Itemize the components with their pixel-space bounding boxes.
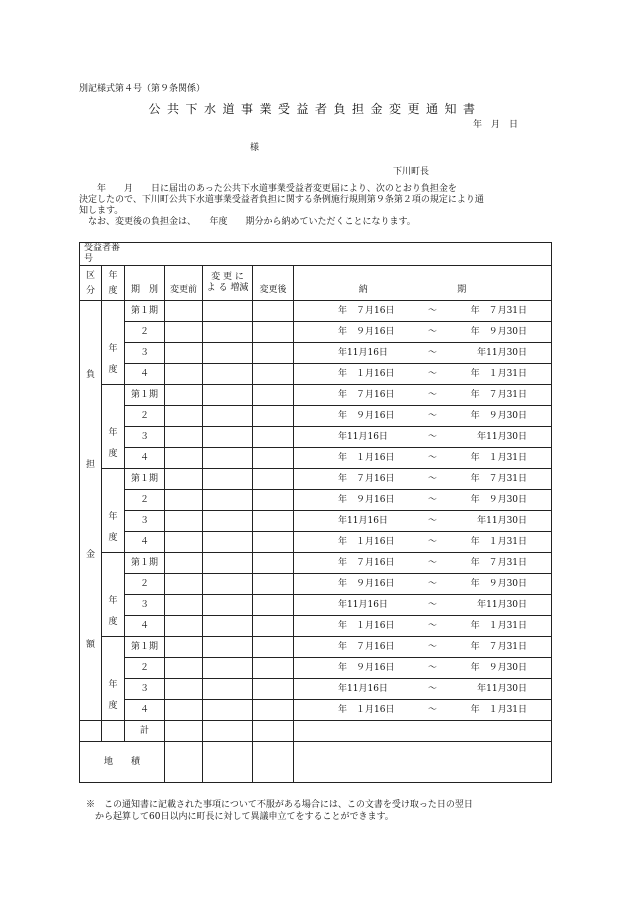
period-label: 第１期 (125, 385, 165, 406)
amount-after (253, 322, 294, 343)
header-period: 期 別 (125, 266, 165, 301)
amount-before (165, 427, 203, 448)
payment-tilde: ～ (428, 683, 438, 694)
payment-tilde: ～ (428, 347, 438, 358)
area-row (80, 742, 552, 783)
amount-change (203, 595, 253, 616)
payment-start: 年 ７月16日 (338, 389, 395, 400)
payment-schedule (294, 427, 552, 448)
fiscal-year-cell (102, 469, 125, 553)
period-label: ４ (125, 364, 165, 385)
payment-end: 年 ９月30日 (470, 326, 528, 337)
payment-start: 年 ９月16日 (338, 662, 395, 673)
total-before (165, 721, 203, 742)
amount-before (165, 406, 203, 427)
header-payment-right: 期 (457, 285, 467, 295)
period-row (80, 364, 552, 385)
payment-start: 年 １月16日 (338, 452, 395, 463)
payment-start: 年 １月16日 (338, 536, 395, 547)
amount-change (203, 448, 253, 469)
payment-end: 年 １月31日 (470, 452, 528, 463)
payment-end: 年11月30日 (477, 347, 528, 358)
amount-before (165, 658, 203, 679)
total-label: 計 (125, 721, 165, 742)
payment-start: 年11月16日 (338, 683, 388, 694)
fiscal-year-char: 年 (108, 680, 118, 690)
body-line: 知します。 (79, 206, 124, 216)
payment-schedule (294, 469, 552, 490)
payment-tilde: ～ (428, 599, 438, 610)
payment-schedule (294, 658, 552, 679)
payment-start: 年11月16日 (338, 515, 388, 526)
fiscal-year-char: 年 (108, 512, 118, 522)
payment-start: 年 ７月16日 (338, 305, 395, 316)
amount-after (253, 343, 294, 364)
payment-tilde: ～ (428, 431, 438, 442)
header-after: 変更後 (253, 266, 294, 301)
fiscal-year-char: 度 (108, 701, 118, 711)
amount-before (165, 343, 203, 364)
payment-schedule (294, 511, 552, 532)
amount-change (203, 406, 253, 427)
period-label: ３ (125, 343, 165, 364)
payment-end: 年 ９月30日 (470, 578, 528, 589)
payment-schedule (294, 364, 552, 385)
amount-label-char: 額 (85, 640, 95, 650)
period-label: ２ (125, 490, 165, 511)
period-row (80, 574, 552, 595)
header-payment-left: 納 (358, 285, 368, 295)
fiscal-year-char: 年 (108, 428, 118, 438)
amount-before (165, 679, 203, 700)
payment-tilde: ～ (428, 410, 438, 421)
payment-start: 年 １月16日 (338, 620, 395, 631)
body-line: 決定したので、下川町公共下水道事業受益者負担に関する条例施行規則第９条第２項の規定により通 (79, 195, 484, 205)
amount-label-cell (80, 301, 102, 721)
period-row (80, 595, 552, 616)
amount-label-char: 金 (85, 550, 95, 560)
amount-change (203, 301, 253, 322)
period-row (80, 301, 552, 322)
amount-after (253, 448, 294, 469)
payment-schedule (294, 448, 552, 469)
payment-schedule (294, 385, 552, 406)
period-row (80, 469, 552, 490)
payment-end: 年 １月31日 (470, 368, 528, 379)
payment-start: 年 ７月16日 (338, 557, 395, 568)
period-label: ３ (125, 427, 165, 448)
sender-name: 下川町長 (393, 167, 430, 177)
period-row (80, 700, 552, 721)
amount-before (165, 322, 203, 343)
footnote-line: から起算して60日以内に町長に対して異議申立てをすることができます。 (86, 812, 394, 822)
header-before: 変更前 (165, 266, 203, 301)
payment-schedule (294, 553, 552, 574)
amount-change (203, 616, 253, 637)
amount-change (203, 427, 253, 448)
total-after (253, 721, 294, 742)
amount-after (253, 553, 294, 574)
payment-end: 年11月30日 (477, 431, 528, 442)
amount-change (203, 532, 253, 553)
amount-after (253, 301, 294, 322)
payment-start: 年11月16日 (338, 431, 388, 442)
payment-end: 年 １月31日 (470, 536, 528, 547)
period-row (80, 637, 552, 658)
amount-before (165, 616, 203, 637)
period-row (80, 658, 552, 679)
amount-before (165, 364, 203, 385)
period-label: ４ (125, 700, 165, 721)
area-change (203, 742, 253, 783)
payment-end: 年 ７月31日 (470, 389, 528, 400)
period-row (80, 511, 552, 532)
payment-end: 年 ７月31日 (470, 305, 528, 316)
body-text (79, 184, 539, 228)
header-division-char: 分 (85, 285, 95, 296)
period-row (80, 490, 552, 511)
beneficiary-number-row (80, 243, 552, 266)
addressee-suffix: 様 (250, 143, 260, 153)
payment-end: 年 ９月30日 (470, 494, 528, 505)
amount-after (253, 427, 294, 448)
body-line: 年 月 日に届出のあった公共下水道事業受益者変更届により、次のとおり負担金を (79, 184, 457, 194)
amount-change (203, 700, 253, 721)
payment-start: 年 ７月16日 (338, 473, 395, 484)
period-label: ３ (125, 595, 165, 616)
payment-start: 年 ９月16日 (338, 326, 395, 337)
payment-start: 年11月16日 (338, 599, 388, 610)
period-label: ２ (125, 406, 165, 427)
payment-tilde: ～ (428, 620, 438, 631)
form-number: 別記様式第４号（第９条関係） (79, 84, 206, 94)
amount-after (253, 406, 294, 427)
payment-schedule (294, 637, 552, 658)
amount-after (253, 385, 294, 406)
payment-end: 年11月30日 (477, 599, 528, 610)
amount-change (203, 658, 253, 679)
period-row (80, 616, 552, 637)
amount-after (253, 469, 294, 490)
amount-change (203, 343, 253, 364)
period-row (80, 679, 552, 700)
period-label: ３ (125, 679, 165, 700)
payment-start: 年 ９月16日 (338, 410, 395, 421)
payment-tilde: ～ (428, 389, 438, 400)
fiscal-year-cell (102, 553, 125, 637)
payment-tilde: ～ (428, 578, 438, 589)
payment-start: 年 ７月16日 (338, 641, 395, 652)
amount-before (165, 301, 203, 322)
payment-tilde: ～ (428, 662, 438, 673)
amount-before (165, 490, 203, 511)
payment-end: 年 ７月31日 (470, 641, 528, 652)
period-row (80, 385, 552, 406)
total-schedule (294, 721, 552, 742)
amount-before (165, 532, 203, 553)
amount-after (253, 511, 294, 532)
payment-schedule (294, 532, 552, 553)
payment-end: 年 ７月31日 (470, 557, 528, 568)
area-schedule (294, 742, 552, 783)
amount-before (165, 574, 203, 595)
period-label: ２ (125, 322, 165, 343)
header-change-line1: 変 更 に (211, 272, 244, 282)
payment-start: 年 ９月16日 (338, 578, 395, 589)
payment-tilde: ～ (428, 494, 438, 505)
amount-before (165, 700, 203, 721)
amount-after (253, 574, 294, 595)
payment-end: 年 ９月30日 (470, 662, 528, 673)
header-division-char: 区 (85, 270, 95, 281)
period-label: ４ (125, 448, 165, 469)
fiscal-year-char: 年 (108, 596, 118, 606)
amount-label-char: 担 (85, 460, 95, 470)
payment-end: 年11月30日 (477, 515, 528, 526)
period-label: ２ (125, 574, 165, 595)
payment-schedule (294, 595, 552, 616)
period-row (80, 427, 552, 448)
payment-tilde: ～ (428, 515, 438, 526)
header-year-char: 度 (108, 285, 118, 296)
payment-tilde: ～ (428, 473, 438, 484)
amount-change (203, 553, 253, 574)
payment-tilde: ～ (428, 641, 438, 652)
payment-schedule (294, 679, 552, 700)
total-row (80, 721, 552, 742)
total-change (203, 721, 253, 742)
header-row (80, 266, 552, 301)
amount-before (165, 595, 203, 616)
fiscal-year-char: 度 (108, 365, 118, 375)
assessment-table (79, 242, 552, 783)
payment-start: 年11月16日 (338, 347, 388, 358)
period-row (80, 322, 552, 343)
period-row (80, 553, 552, 574)
payment-end: 年 ９月30日 (470, 410, 528, 421)
period-row (80, 448, 552, 469)
beneficiary-number-label: 受益者番号 (80, 243, 125, 266)
fiscal-year-cell (102, 637, 125, 721)
amount-after (253, 679, 294, 700)
beneficiary-number-value (125, 243, 552, 266)
amount-after (253, 700, 294, 721)
fiscal-year-char: 度 (108, 533, 118, 543)
area-label: 地 積 (80, 742, 165, 783)
header-change (203, 266, 253, 301)
period-label: 第１期 (125, 301, 165, 322)
payment-schedule (294, 490, 552, 511)
payment-start: 年 １月16日 (338, 368, 395, 379)
period-label: 第１期 (125, 553, 165, 574)
amount-label-char: 負 (85, 370, 95, 380)
period-label: ３ (125, 511, 165, 532)
date-line: 年 月 日 (473, 120, 519, 130)
payment-tilde: ～ (428, 704, 438, 715)
payment-start: 年 １月16日 (338, 704, 395, 715)
amount-before (165, 448, 203, 469)
footnote (86, 799, 546, 823)
payment-tilde: ～ (428, 557, 438, 568)
amount-before (165, 511, 203, 532)
payment-schedule (294, 616, 552, 637)
footnote-line: ※ この通知書に記載された事項について不服がある場合には、この文書を受け取った日の翌日 (86, 800, 473, 810)
amount-after (253, 658, 294, 679)
header-year (102, 266, 125, 301)
fiscal-year-char: 度 (108, 617, 118, 627)
amount-after (253, 616, 294, 637)
payment-schedule (294, 574, 552, 595)
amount-before (165, 385, 203, 406)
period-label: ４ (125, 616, 165, 637)
header-change-line2: よ る 増減 (206, 283, 249, 293)
amount-change (203, 469, 253, 490)
period-row (80, 532, 552, 553)
payment-schedule (294, 322, 552, 343)
fiscal-year-char: 度 (108, 449, 118, 459)
period-label: 第１期 (125, 469, 165, 490)
amount-after (253, 490, 294, 511)
payment-tilde: ～ (428, 368, 438, 379)
header-division (80, 266, 102, 301)
area-after (253, 742, 294, 783)
payment-schedule (294, 700, 552, 721)
amount-after (253, 595, 294, 616)
fiscal-year-cell (102, 301, 125, 385)
amount-after (253, 637, 294, 658)
payment-end: 年 １月31日 (470, 704, 528, 715)
header-year-char: 年 (108, 270, 118, 281)
amount-change (203, 322, 253, 343)
total-blank (80, 721, 102, 742)
period-label: 第１期 (125, 637, 165, 658)
period-label: ４ (125, 532, 165, 553)
payment-schedule (294, 406, 552, 427)
fiscal-year-char: 年 (108, 344, 118, 354)
amount-change (203, 679, 253, 700)
payment-tilde: ～ (428, 452, 438, 463)
amount-change (203, 490, 253, 511)
amount-before (165, 553, 203, 574)
amount-change (203, 511, 253, 532)
payment-end: 年11月30日 (477, 683, 528, 694)
amount-change (203, 364, 253, 385)
payment-schedule (294, 343, 552, 364)
amount-change (203, 637, 253, 658)
total-blank (102, 721, 125, 742)
area-before (165, 742, 203, 783)
amount-before (165, 469, 203, 490)
payment-start: 年 ９月16日 (338, 494, 395, 505)
payment-end: 年 １月31日 (470, 620, 528, 631)
payment-schedule (294, 301, 552, 322)
period-row (80, 406, 552, 427)
payment-tilde: ～ (428, 305, 438, 316)
payment-tilde: ～ (428, 536, 438, 547)
body-line: なお、変更後の負担金は、 年度 期分から納めていただくことになります。 (79, 217, 416, 227)
payment-end: 年 ７月31日 (470, 473, 528, 484)
fiscal-year-cell (102, 385, 125, 469)
amount-before (165, 637, 203, 658)
amount-change (203, 385, 253, 406)
header-payment-period (294, 266, 552, 301)
document-title: 公共下水道事業受益者負担金変更通知書 (148, 102, 482, 116)
period-row (80, 343, 552, 364)
payment-tilde: ～ (428, 326, 438, 337)
amount-change (203, 574, 253, 595)
period-label: ２ (125, 658, 165, 679)
amount-after (253, 364, 294, 385)
amount-after (253, 532, 294, 553)
